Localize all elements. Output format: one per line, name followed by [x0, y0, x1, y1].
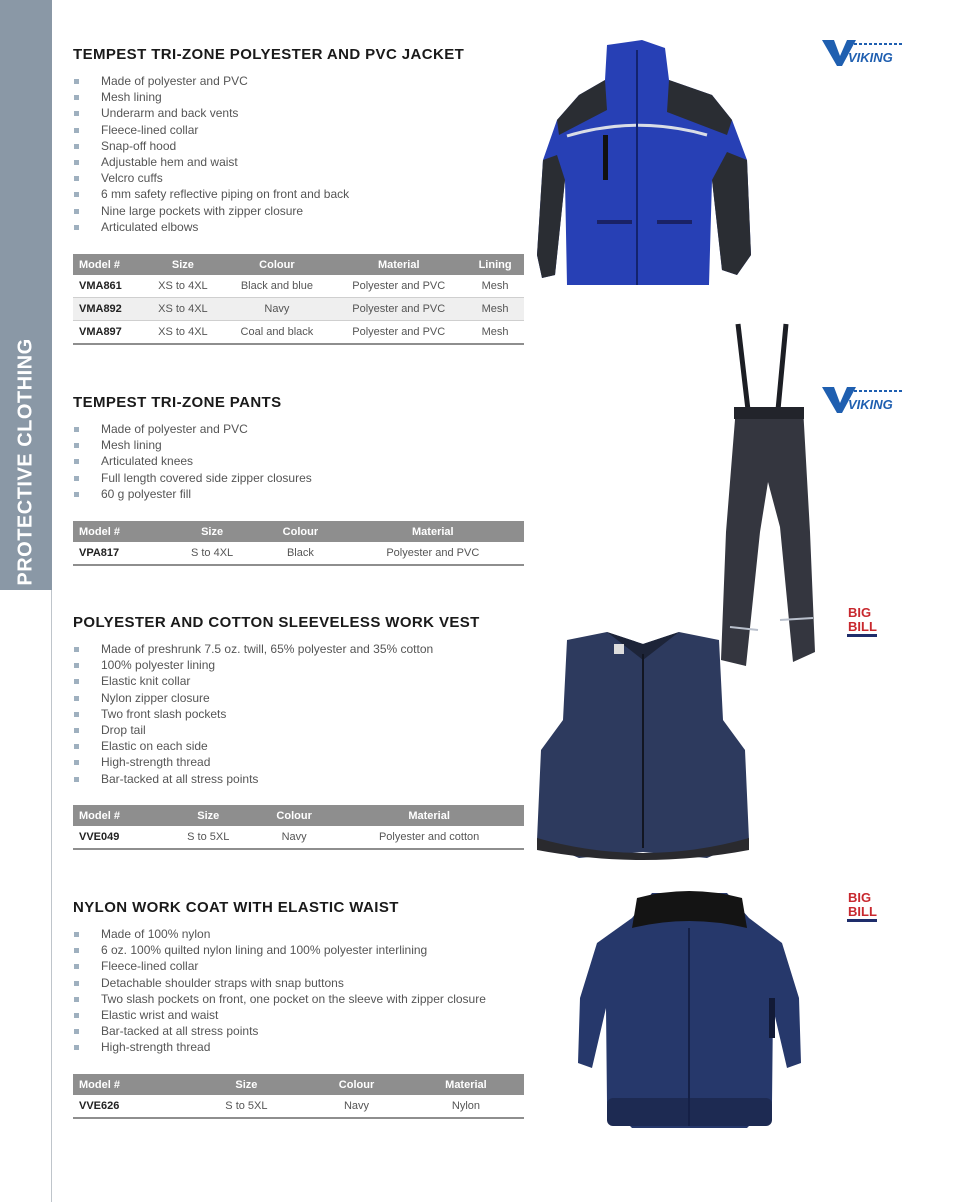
table-row	[73, 321, 524, 345]
bigbill-logo	[846, 888, 880, 924]
list-item: Mesh lining	[73, 437, 525, 453]
cell-material: Polyester and cotton	[334, 826, 524, 849]
side-tab-label: PROTECTIVE CLOTHING	[14, 338, 37, 586]
cell-size: S to 4XL	[165, 542, 259, 565]
bigbill-logo-text: BIG	[848, 890, 872, 905]
list-item: Nine large pockets with zipper closure	[73, 203, 525, 219]
list-item: Mesh lining	[73, 89, 525, 105]
list-item: 60 g polyester fill	[73, 486, 525, 502]
list-item: Snap-off hood	[73, 138, 525, 154]
table-header-row	[73, 805, 524, 826]
list-item: Detachable shoulder straps with snap buttons	[73, 975, 525, 991]
cell-material: Polyester and PVC	[331, 321, 466, 345]
table-header-row	[73, 521, 524, 542]
section-pants	[73, 394, 525, 559]
table-row	[73, 1095, 524, 1118]
section-jacket	[73, 46, 525, 338]
header-material: Material	[408, 1074, 524, 1095]
list-item: Bar-tacked at all stress points	[73, 1023, 525, 1039]
list-item: 6 oz. 100% quilted nylon lining and 100% polyester interlining	[73, 942, 525, 958]
feature-list	[73, 641, 525, 787]
cell-lining: Mesh	[466, 298, 524, 321]
viking-logo-text: VIKING	[848, 397, 893, 412]
list-item: Elastic wrist and waist	[73, 1007, 525, 1023]
list-item: Nylon zipper closure	[73, 690, 525, 706]
list-item: Made of polyester and PVC	[73, 73, 525, 89]
header-size: Size	[188, 1074, 305, 1095]
bigbill-logo	[846, 603, 880, 639]
section-title: NYLON WORK COAT WITH ELASTIC WAIST	[73, 899, 399, 916]
list-item: Adjustable hem and waist	[73, 154, 525, 170]
cell-size: XS to 4XL	[143, 321, 222, 345]
section-coat	[73, 899, 525, 1112]
spec-table	[73, 254, 524, 345]
header-colour: Colour	[259, 521, 341, 542]
cell-material: Polyester and PVC	[331, 275, 466, 298]
cell-model: VMA897	[73, 321, 143, 345]
feature-list	[73, 73, 525, 235]
list-item: Two slash pockets on front, one pocket on the sleeve with zipper closure	[73, 991, 525, 1007]
spec-table	[73, 1074, 524, 1119]
list-item: Velcro cuffs	[73, 170, 525, 186]
table-row	[73, 826, 524, 849]
feature-list	[73, 926, 525, 1056]
cell-model: VPA817	[73, 542, 165, 565]
table-header-row	[73, 1074, 524, 1095]
header-model: Model #	[73, 254, 143, 275]
section-vest	[73, 614, 525, 843]
cell-colour: Navy	[254, 826, 334, 849]
cell-size: XS to 4XL	[143, 298, 222, 321]
cell-size: S to 5XL	[162, 826, 254, 849]
bigbill-logo-text: BILL	[848, 904, 877, 919]
cell-colour: Navy	[222, 298, 331, 321]
cell-material: Nylon	[408, 1095, 524, 1118]
list-item: 100% polyester lining	[73, 657, 525, 673]
header-material: Material	[331, 254, 466, 275]
header-colour: Colour	[254, 805, 334, 826]
table-row	[73, 298, 524, 321]
cell-material: Polyester and PVC	[342, 542, 524, 565]
feature-list	[73, 421, 525, 502]
jacket-image	[537, 40, 757, 290]
table-header-row	[73, 254, 524, 275]
list-item: Bar-tacked at all stress points	[73, 771, 525, 787]
header-size: Size	[165, 521, 259, 542]
cell-lining: Mesh	[466, 321, 524, 345]
table-row	[73, 542, 524, 565]
section-title: TEMPEST TRI-ZONE PANTS	[73, 394, 282, 411]
list-item: Articulated knees	[73, 453, 525, 469]
cell-model: VMA861	[73, 275, 143, 298]
list-item: Made of preshrunk 7.5 oz. twill, 65% polyester and 35% cotton	[73, 641, 525, 657]
header-model: Model #	[73, 1074, 188, 1095]
header-material: Material	[334, 805, 524, 826]
cell-model: VVE626	[73, 1095, 188, 1118]
cell-model: VVE049	[73, 826, 162, 849]
cell-size: S to 5XL	[188, 1095, 305, 1118]
cell-colour: Navy	[305, 1095, 408, 1118]
table-row	[73, 275, 524, 298]
header-model: Model #	[73, 521, 165, 542]
spec-table	[73, 521, 524, 566]
list-item: Made of 100% nylon	[73, 926, 525, 942]
spec-table	[73, 805, 524, 850]
cell-lining: Mesh	[466, 275, 524, 298]
list-item: Elastic knit collar	[73, 673, 525, 689]
cell-size: XS to 4XL	[143, 275, 222, 298]
viking-logo	[820, 36, 904, 68]
header-colour: Colour	[222, 254, 331, 275]
list-item: Underarm and back vents	[73, 105, 525, 121]
side-divider	[51, 590, 52, 1202]
viking-logo	[820, 383, 904, 415]
list-item: Fleece-lined collar	[73, 958, 525, 974]
list-item: High-strength thread	[73, 1039, 525, 1055]
list-item: Fleece-lined collar	[73, 122, 525, 138]
header-size: Size	[162, 805, 254, 826]
list-item: 6 mm safety reflective piping on front and back	[73, 186, 525, 202]
header-model: Model #	[73, 805, 162, 826]
coat-image	[577, 888, 802, 1136]
cell-colour: Coal and black	[222, 321, 331, 345]
cell-material: Polyester and PVC	[331, 298, 466, 321]
list-item: Elastic on each side	[73, 738, 525, 754]
side-tab	[0, 0, 52, 1202]
list-item: Made of polyester and PVC	[73, 421, 525, 437]
bigbill-logo-text: BIG	[848, 605, 872, 620]
list-item: High-strength thread	[73, 754, 525, 770]
bigbill-logo-text: BILL	[848, 619, 877, 634]
list-item: Articulated elbows	[73, 219, 525, 235]
cell-colour: Black and blue	[222, 275, 331, 298]
cell-model: VMA892	[73, 298, 143, 321]
pants-image	[718, 322, 816, 668]
header-colour: Colour	[305, 1074, 408, 1095]
list-item: Full length covered side zipper closures	[73, 470, 525, 486]
section-title: TEMPEST TRI-ZONE POLYESTER AND PVC JACKET	[73, 46, 465, 63]
header-size: Size	[143, 254, 222, 275]
header-material: Material	[342, 521, 524, 542]
list-item: Two front slash pockets	[73, 706, 525, 722]
header-lining: Lining	[466, 254, 524, 275]
section-title: POLYESTER AND COTTON SLEEVELESS WORK VEST	[73, 614, 480, 631]
cell-colour: Black	[259, 542, 341, 565]
list-item: Drop tail	[73, 722, 525, 738]
viking-logo-text: VIKING	[848, 50, 893, 65]
vest-image	[537, 630, 749, 862]
